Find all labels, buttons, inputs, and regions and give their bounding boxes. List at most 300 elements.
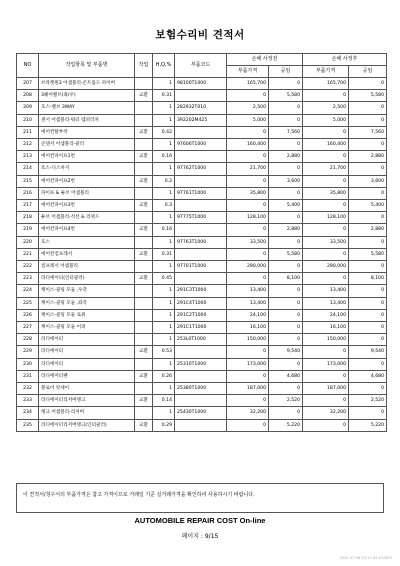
row-item: 브라켓원3 어셈블리-콘트롤드 파이버: [39, 78, 135, 90]
row-item: 라디에이터리저버탱크(인터쿨러): [39, 419, 135, 431]
row-after-part: 0: [303, 419, 349, 431]
row-no: 214: [17, 163, 39, 175]
row-before-labor: 0: [269, 139, 303, 151]
row-after-part: 5,000: [303, 114, 349, 126]
row-hq: 1: [153, 114, 175, 126]
table-row: [17, 200, 387, 212]
row-after-part: 160,400: [303, 139, 349, 151]
table-row: [17, 187, 387, 199]
row-item: 라디에이터팬: [39, 370, 135, 382]
table-row: [17, 309, 387, 321]
row-hq: 0.16: [153, 224, 175, 236]
row-hq: 1: [153, 163, 175, 175]
row-after-part: 173,000: [303, 358, 349, 370]
row-item: 라디에이터(인터쿨러): [39, 273, 135, 285]
row-code: 97763T1000: [175, 236, 227, 248]
header-after-part: 부품가격: [303, 66, 349, 78]
row-before-part: 21,700: [227, 163, 269, 175]
row-no: 218: [17, 212, 39, 224]
row-work: 교환: [135, 175, 153, 187]
table-row: [17, 236, 387, 248]
row-hq: 0.29: [153, 419, 175, 431]
header-before-labor: 공임: [269, 66, 303, 78]
table-row: [17, 334, 387, 346]
row-after-labor: 0: [349, 78, 387, 90]
row-item: 센서 어셈블리-워터 템퍼러쳐: [39, 114, 135, 126]
row-item: 컴프레서 어셈블리: [39, 261, 135, 273]
row-item: 호스: [39, 236, 135, 248]
table-row: [17, 285, 387, 297]
row-before-labor: 5,580: [269, 90, 303, 102]
row-after-part: 0: [303, 346, 349, 358]
row-after-labor: 2,880: [349, 224, 387, 236]
row-no: 210: [17, 114, 39, 126]
row-before-part: 0: [227, 419, 269, 431]
row-item: 파이프 & 튜브 어셈블리: [39, 187, 135, 199]
row-before-labor: 0: [269, 407, 303, 419]
row-code: 97762T1000: [175, 163, 227, 175]
row-work: 교환: [135, 200, 153, 212]
row-before-labor: 5,400: [269, 200, 303, 212]
row-after-part: 0: [303, 175, 349, 187]
row-after-labor: 0: [349, 114, 387, 126]
row-code: [175, 248, 227, 260]
row-before-part: 187,000: [227, 383, 269, 395]
table-body: [17, 78, 387, 432]
row-work: 교환: [135, 370, 153, 382]
header-row: [17, 54, 387, 66]
row-item: 콘덴서 어셈블리-쿨러: [39, 139, 135, 151]
row-item: 에어컨파이프1번: [39, 151, 135, 163]
row-before-part: 160,400: [227, 139, 269, 151]
row-after-labor: 0: [349, 334, 387, 346]
table-row: [17, 78, 387, 90]
header-code: 부품코드: [175, 54, 227, 78]
row-work: [135, 139, 153, 151]
row-no: 220: [17, 236, 39, 248]
row-after-part: 0: [303, 224, 349, 236]
table-row: [17, 114, 387, 126]
row-hq: 1: [153, 358, 175, 370]
row-item: 케이스-쿨링 모듈 ,우측: [39, 285, 135, 297]
row-after-labor: 3,600: [349, 175, 387, 187]
row-item: 탱크 어셈블리-리저버: [39, 407, 135, 419]
row-before-labor: 0: [269, 261, 303, 273]
row-after-labor: 7,560: [349, 126, 387, 138]
table-row: [17, 261, 387, 273]
row-work: [135, 358, 153, 370]
row-before-labor: 8,100: [269, 273, 303, 285]
row-before-part: 128,100: [227, 212, 269, 224]
row-before-part: 16,100: [227, 322, 269, 334]
row-code: [175, 224, 227, 236]
row-before-labor: 0: [269, 102, 303, 114]
row-after-part: 32,200: [303, 407, 349, 419]
header-no: NO: [17, 54, 39, 78]
row-before-labor: 4,680: [269, 370, 303, 382]
row-item: 라디에이터: [39, 334, 135, 346]
row-code: 98100T1000: [175, 78, 227, 90]
row-before-part: 32,200: [227, 407, 269, 419]
row-item: 라디에이터: [39, 358, 135, 370]
row-hq: 0.16: [153, 151, 175, 163]
row-work: [135, 163, 153, 175]
row-before-part: 5,000: [227, 114, 269, 126]
row-before-labor: 3,600: [269, 175, 303, 187]
row-no: 215: [17, 175, 39, 187]
row-after-labor: 0: [349, 163, 387, 175]
row-work: [135, 334, 153, 346]
row-after-part: 24,100: [303, 309, 349, 321]
row-item: 호스-디스차지: [39, 163, 135, 175]
row-work: 교환: [135, 346, 153, 358]
row-no: 212: [17, 139, 39, 151]
row-hq: 0.14: [153, 395, 175, 407]
row-before-part: 13,400: [227, 285, 269, 297]
row-item: 라디에이터: [39, 346, 135, 358]
row-before-labor: 0: [269, 322, 303, 334]
row-after-part: 0: [303, 273, 349, 285]
row-hq: 0.31: [153, 90, 175, 102]
row-before-part: 290,000: [227, 261, 269, 273]
row-hq: 1: [153, 309, 175, 321]
row-before-part: 0: [227, 346, 269, 358]
row-hq: 0.31: [153, 248, 175, 260]
row-before-labor: 0: [269, 187, 303, 199]
row-after-labor: 5,400: [349, 200, 387, 212]
table-row: [17, 126, 387, 138]
row-code: 97606T1000: [175, 139, 227, 151]
row-code: [175, 346, 227, 358]
row-hq: 1: [153, 78, 175, 90]
row-work: 교환: [135, 126, 153, 138]
row-hq: 0.26: [153, 370, 175, 382]
row-hq: 0.3: [153, 200, 175, 212]
row-work: [135, 322, 153, 334]
row-after-part: 0: [303, 370, 349, 382]
footer-title: AUTOMOBILE REPAIR COST On-line: [134, 516, 266, 525]
row-after-part: 0: [303, 126, 349, 138]
row-item: 3헤어밸브(좌/우): [39, 90, 135, 102]
row-code: 25430T1000: [175, 407, 227, 419]
table-row: [17, 224, 387, 236]
row-code: [175, 200, 227, 212]
row-hq: 1: [153, 322, 175, 334]
row-item: 에어컨컴프레서: [39, 248, 135, 260]
header-hq: H,Q,%: [153, 54, 175, 78]
row-code: [175, 175, 227, 187]
print-stamp: 2023-07-06 13:17:44 K7/DEV: [339, 556, 392, 560]
row-no: 228: [17, 334, 39, 346]
row-before-part: 24,100: [227, 309, 269, 321]
footnote: 이 견적서/청구서의 부품가격은 참고 가격이므로 거래일 기준 실거래가격을 확인하여 사용하시기 바랍니다.: [16, 483, 384, 513]
header-before: 손해 사정전: [227, 54, 303, 66]
table-row: [17, 358, 387, 370]
row-code: 392202M425: [175, 114, 227, 126]
row-code: 291C4T1000: [175, 297, 227, 309]
table-row: [17, 395, 387, 407]
row-after-labor: 0: [349, 212, 387, 224]
row-no: 219: [17, 224, 39, 236]
row-after-labor: 5,580: [349, 248, 387, 260]
row-after-labor: 5,580: [349, 90, 387, 102]
row-before-labor: 0: [269, 212, 303, 224]
row-after-labor: 0: [349, 309, 387, 321]
row-work: [135, 78, 153, 90]
row-after-labor: 0: [349, 383, 387, 395]
row-before-part: 0: [227, 200, 269, 212]
row-work: [135, 285, 153, 297]
row-after-labor: 0: [349, 358, 387, 370]
row-code: 291C3T1000: [175, 285, 227, 297]
row-before-part: 0: [227, 175, 269, 187]
row-after-labor: 0: [349, 285, 387, 297]
row-after-part: 165,700: [303, 78, 349, 90]
row-item: 라디에이터리저버탱크: [39, 395, 135, 407]
row-hq: 1: [153, 297, 175, 309]
row-before-labor: 2,880: [269, 224, 303, 236]
row-before-part: 173,000: [227, 358, 269, 370]
table-row: [17, 383, 387, 395]
row-before-part: 0: [227, 273, 269, 285]
row-no: 234: [17, 407, 39, 419]
row-item: 호스-밸브 3WAY: [39, 102, 135, 114]
row-before-part: 0: [227, 370, 269, 382]
row-after-labor: 0: [349, 407, 387, 419]
table-row: [17, 407, 387, 419]
row-before-part: 13,400: [227, 297, 269, 309]
row-hq: 1: [153, 102, 175, 114]
row-after-labor: 0: [349, 297, 387, 309]
row-no: 216: [17, 187, 39, 199]
row-hq: 0.42: [153, 126, 175, 138]
page-number: 페이지 : 9/15: [181, 533, 219, 540]
row-before-labor: 0: [269, 163, 303, 175]
table-row: [17, 90, 387, 102]
row-code: [175, 395, 227, 407]
estimate-table: [16, 53, 387, 432]
row-item: 튜브 어셈블리-석션 & 리퀴드: [39, 212, 135, 224]
header-work: 작업: [135, 54, 153, 78]
row-after-labor: 0: [349, 139, 387, 151]
row-work: 교환: [135, 273, 153, 285]
row-no: 217: [17, 200, 39, 212]
row-before-labor: 0: [269, 114, 303, 126]
row-no: 213: [17, 151, 39, 163]
row-after-part: 290,000: [303, 261, 349, 273]
row-hq: 1: [153, 383, 175, 395]
row-before-labor: 0: [269, 309, 303, 321]
row-code: 97701T1000: [175, 261, 227, 273]
row-work: [135, 383, 153, 395]
row-before-labor: 2,880: [269, 151, 303, 163]
row-after-labor: 5,220: [349, 419, 387, 431]
table-row: [17, 419, 387, 431]
row-after-part: 0: [303, 151, 349, 163]
row-no: 235: [17, 419, 39, 431]
row-work: 교환: [135, 151, 153, 163]
row-before-labor: 0: [269, 78, 303, 90]
table-row: [17, 273, 387, 285]
row-no: 233: [17, 395, 39, 407]
row-work: [135, 236, 153, 248]
table-row: [17, 102, 387, 114]
table-row: [17, 346, 387, 358]
row-after-part: 21,700: [303, 163, 349, 175]
row-item: 케이스-쿨링 모듈 어퍼: [39, 322, 135, 334]
header-after: 손해 사정후: [303, 54, 387, 66]
row-after-labor: 2,520: [349, 395, 387, 407]
row-item: 에어컨파이프4번: [39, 224, 135, 236]
row-work: [135, 212, 153, 224]
row-item: 에어컨파이프3번: [39, 200, 135, 212]
row-item: 케이스-쿨링 모듈 ,좌측: [39, 297, 135, 309]
row-before-part: 0: [227, 224, 269, 236]
row-work: [135, 407, 153, 419]
row-after-part: 0: [303, 90, 349, 102]
row-after-part: 150,000: [303, 334, 349, 346]
document-title: 보험수리비 견적서: [155, 29, 245, 41]
row-before-part: 165,700: [227, 78, 269, 90]
table-row: [17, 151, 387, 163]
row-after-labor: 0: [349, 102, 387, 114]
row-code: 282932T010: [175, 102, 227, 114]
table-row: [17, 297, 387, 309]
row-no: 229: [17, 346, 39, 358]
row-after-labor: 9,540: [349, 346, 387, 358]
row-before-part: 0: [227, 395, 269, 407]
row-work: [135, 261, 153, 273]
row-before-labor: 0: [269, 236, 303, 248]
table-row: [17, 163, 387, 175]
row-no: 211: [17, 126, 39, 138]
row-code: 253L0T1000: [175, 334, 227, 346]
row-after-part: 0: [303, 248, 349, 260]
row-work: [135, 114, 153, 126]
row-code: [175, 151, 227, 163]
row-no: 227: [17, 322, 39, 334]
row-before-part: 150,000: [227, 334, 269, 346]
row-after-part: 13,400: [303, 285, 349, 297]
row-before-labor: 0: [269, 297, 303, 309]
row-before-labor: 0: [269, 285, 303, 297]
row-before-part: 0: [227, 90, 269, 102]
row-before-labor: 0: [269, 358, 303, 370]
row-work: 교환: [135, 419, 153, 431]
row-no: 222: [17, 261, 39, 273]
row-after-labor: 4,680: [349, 370, 387, 382]
row-before-labor: 0: [269, 383, 303, 395]
row-work: [135, 309, 153, 321]
row-code: [175, 419, 227, 431]
table-row: [17, 248, 387, 260]
row-after-part: 13,400: [303, 297, 349, 309]
header-after-labor: 공임: [349, 66, 387, 78]
row-hq: 0.53: [153, 346, 175, 358]
row-code: 25310T1000: [175, 358, 227, 370]
table-row: [17, 175, 387, 187]
row-hq: 0.45: [153, 273, 175, 285]
row-item: 에어컨탈부착: [39, 126, 135, 138]
row-after-labor: 0: [349, 187, 387, 199]
row-item: 에어컨파이프2번: [39, 175, 135, 187]
row-no: 208: [17, 90, 39, 102]
row-before-part: 0: [227, 126, 269, 138]
row-code: [175, 90, 227, 102]
row-after-labor: 0: [349, 261, 387, 273]
row-after-part: 0: [303, 200, 349, 212]
row-before-labor: 2,520: [269, 395, 303, 407]
row-no: 231: [17, 370, 39, 382]
row-before-labor: 7,560: [269, 126, 303, 138]
row-work: 교환: [135, 395, 153, 407]
row-hq: 0.2: [153, 175, 175, 187]
row-before-part: 2,500: [227, 102, 269, 114]
row-no: 223: [17, 273, 39, 285]
table-row: [17, 139, 387, 151]
row-after-part: 35,800: [303, 187, 349, 199]
row-code: 97761T1000: [175, 187, 227, 199]
row-work: 교환: [135, 90, 153, 102]
row-hq: 1: [153, 236, 175, 248]
header-before-part: 부품가격: [227, 66, 269, 78]
row-code: 25380T1000: [175, 383, 227, 395]
row-no: 224: [17, 285, 39, 297]
row-work: 교환: [135, 224, 153, 236]
row-after-part: 2,500: [303, 102, 349, 114]
row-no: 209: [17, 102, 39, 114]
row-before-labor: 9,540: [269, 346, 303, 358]
row-item: 케이스-쿨링 모듈 로워: [39, 309, 135, 321]
row-no: 232: [17, 383, 39, 395]
row-after-part: 16,100: [303, 322, 349, 334]
row-work: [135, 102, 153, 114]
row-before-part: 0: [227, 151, 269, 163]
row-after-labor: 0: [349, 322, 387, 334]
row-no: 221: [17, 248, 39, 260]
row-after-labor: 8,100: [349, 273, 387, 285]
row-after-part: 0: [303, 395, 349, 407]
header-item: 작업항목 및 부품명: [39, 54, 135, 78]
row-before-part: 35,800: [227, 187, 269, 199]
row-work: [135, 187, 153, 199]
row-hq: 1: [153, 407, 175, 419]
row-hq: 1: [153, 139, 175, 151]
row-before-part: 33,500: [227, 236, 269, 248]
row-before-labor: 5,580: [269, 248, 303, 260]
row-code: 97775T1000: [175, 212, 227, 224]
table-row: [17, 212, 387, 224]
row-no: 230: [17, 358, 39, 370]
row-code: [175, 370, 227, 382]
table-row: [17, 370, 387, 382]
row-after-part: 33,500: [303, 236, 349, 248]
row-hq: 1: [153, 187, 175, 199]
row-work: 교환: [135, 248, 153, 260]
row-hq: 1: [153, 334, 175, 346]
row-before-labor: 5,220: [269, 419, 303, 431]
row-after-labor: 2,880: [349, 151, 387, 163]
row-no: 225: [17, 297, 39, 309]
row-code: 291C2T1000: [175, 309, 227, 321]
row-hq: 1: [153, 285, 175, 297]
row-code: 291C1T1000: [175, 322, 227, 334]
row-after-part: 187,000: [303, 383, 349, 395]
row-code: [175, 126, 227, 138]
row-before-part: 0: [227, 248, 269, 260]
table-row: [17, 322, 387, 334]
row-no: 226: [17, 309, 39, 321]
